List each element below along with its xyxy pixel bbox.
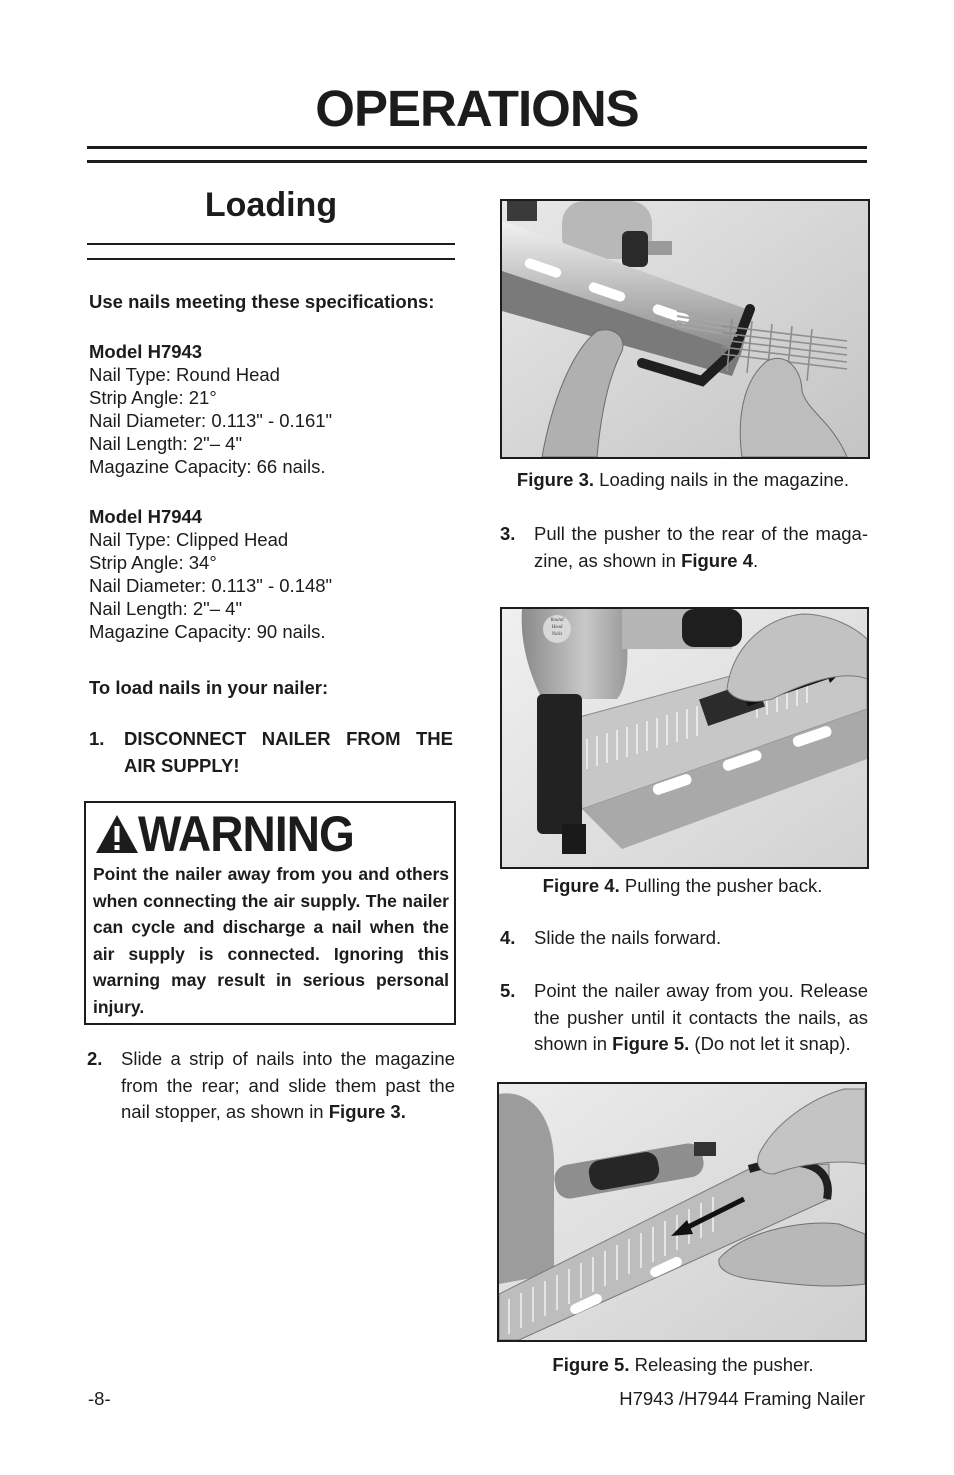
figure-3-photo <box>500 199 870 459</box>
title-rule-top <box>87 146 867 149</box>
figure-label: Figure 5. <box>552 1354 630 1375</box>
step-2 <box>87 1046 455 1126</box>
spec-line: Strip Angle: 34° <box>89 552 217 573</box>
figure-reference: Figure 3. <box>328 1101 406 1122</box>
figure-reference: Figure 4 <box>681 549 754 571</box>
spec-line: Nail Diameter: 0.113" - 0.148" <box>89 575 333 596</box>
warning-box <box>84 801 456 1025</box>
step-5 <box>500 978 868 1058</box>
section-rule-top <box>87 243 455 245</box>
decal-text: Head <box>551 625 563 630</box>
warning-text: Point the nailer away from you and others when connecting the air supply. The nailer can cycle and discharge a nail when the air supply is connected. Ignoring this warning may result in serious personal injury. <box>93 864 449 1017</box>
figure-4-caption <box>500 874 865 897</box>
figure-label: Figure 3. <box>516 469 595 490</box>
step-text: Slide the nails forward. <box>534 927 722 948</box>
decal-text: Round <box>550 618 564 623</box>
step-text-part: (Do not let it snap). <box>689 1033 851 1054</box>
step-text <box>534 978 868 1058</box>
step-number: 5. <box>500 980 516 1001</box>
spec-line: Nail Length: 2"– 4" <box>89 598 243 619</box>
step-text-part: Slide a strip of nails into the magazine from the rear; and slide them past the nail stopper, as shown in <box>121 1048 455 1122</box>
step-text <box>121 1046 455 1126</box>
warning-triangle-icon <box>94 813 140 855</box>
step-1 <box>89 726 453 780</box>
footer-product-name: H7943 /H7944 Framing Nailer <box>619 1388 865 1409</box>
step-text-part: . <box>753 549 759 571</box>
spec-line: Strip Angle: 21° <box>89 387 217 408</box>
figure-caption-text: Pulling the pusher back. <box>619 875 823 896</box>
step-4 <box>500 925 868 953</box>
step-number: 2. <box>87 1048 103 1069</box>
step-3 <box>500 521 868 575</box>
page-number: -8- <box>88 1388 111 1409</box>
spec-block-h7943 <box>89 340 449 478</box>
page-title: OPERATIONS <box>315 80 639 137</box>
figure-3-caption <box>500 468 866 491</box>
spec-line: Nail Length: 2"– 4" <box>89 433 243 454</box>
figure-reference: Figure 5. <box>612 1033 690 1054</box>
pusher-release-illustration <box>499 1084 865 1340</box>
spec-line: Nail Diameter: 0.113" - 0.161" <box>89 410 333 431</box>
section-rule-bottom <box>87 258 455 260</box>
specs-intro: Use nails meeting these specifications: <box>89 291 435 312</box>
nail-loading-illustration <box>502 201 868 457</box>
step-text <box>534 521 868 574</box>
spec-line: Nail Type: Round Head <box>89 364 280 385</box>
figure-caption-text: Releasing the pusher. <box>629 1354 814 1375</box>
step-text-part: Point the nailer away from you. Release the pusher until it contacts the nails, as shown in <box>534 980 868 1054</box>
step-number: 1. <box>89 728 105 749</box>
figure-caption-text: Loading nails in the magazine. <box>594 469 850 490</box>
title-rule-bottom <box>87 160 867 163</box>
decal-text: Nails <box>551 632 563 637</box>
model-name: Model H7943 <box>89 341 203 362</box>
step-number: 4. <box>500 927 516 948</box>
section-title: Loading <box>204 186 338 224</box>
spec-line: Magazine Capacity: 66 nails. <box>89 456 326 477</box>
step-text: DISCONNECT NAILER FROM THE AIR SUPPLY! <box>124 728 453 776</box>
model-name: Model H7944 <box>89 506 203 527</box>
spec-line: Nail Type: Clipped Head <box>89 529 289 550</box>
spec-block-h7944 <box>89 505 449 643</box>
figure-5-caption <box>497 1353 869 1376</box>
figure-5-photo <box>497 1082 867 1342</box>
spec-line: Magazine Capacity: 90 nails. <box>89 621 326 642</box>
pusher-pull-illustration <box>502 609 867 867</box>
load-heading: To load nails in your nailer: <box>89 677 329 698</box>
step-text-part: Pull the pusher to the rear of the maga-zine, as shown in <box>534 523 868 571</box>
figure-4-photo <box>500 607 869 869</box>
step-number: 3. <box>500 523 516 544</box>
warning-label: WARNING <box>138 806 354 862</box>
figure-label: Figure 4. <box>542 875 620 896</box>
